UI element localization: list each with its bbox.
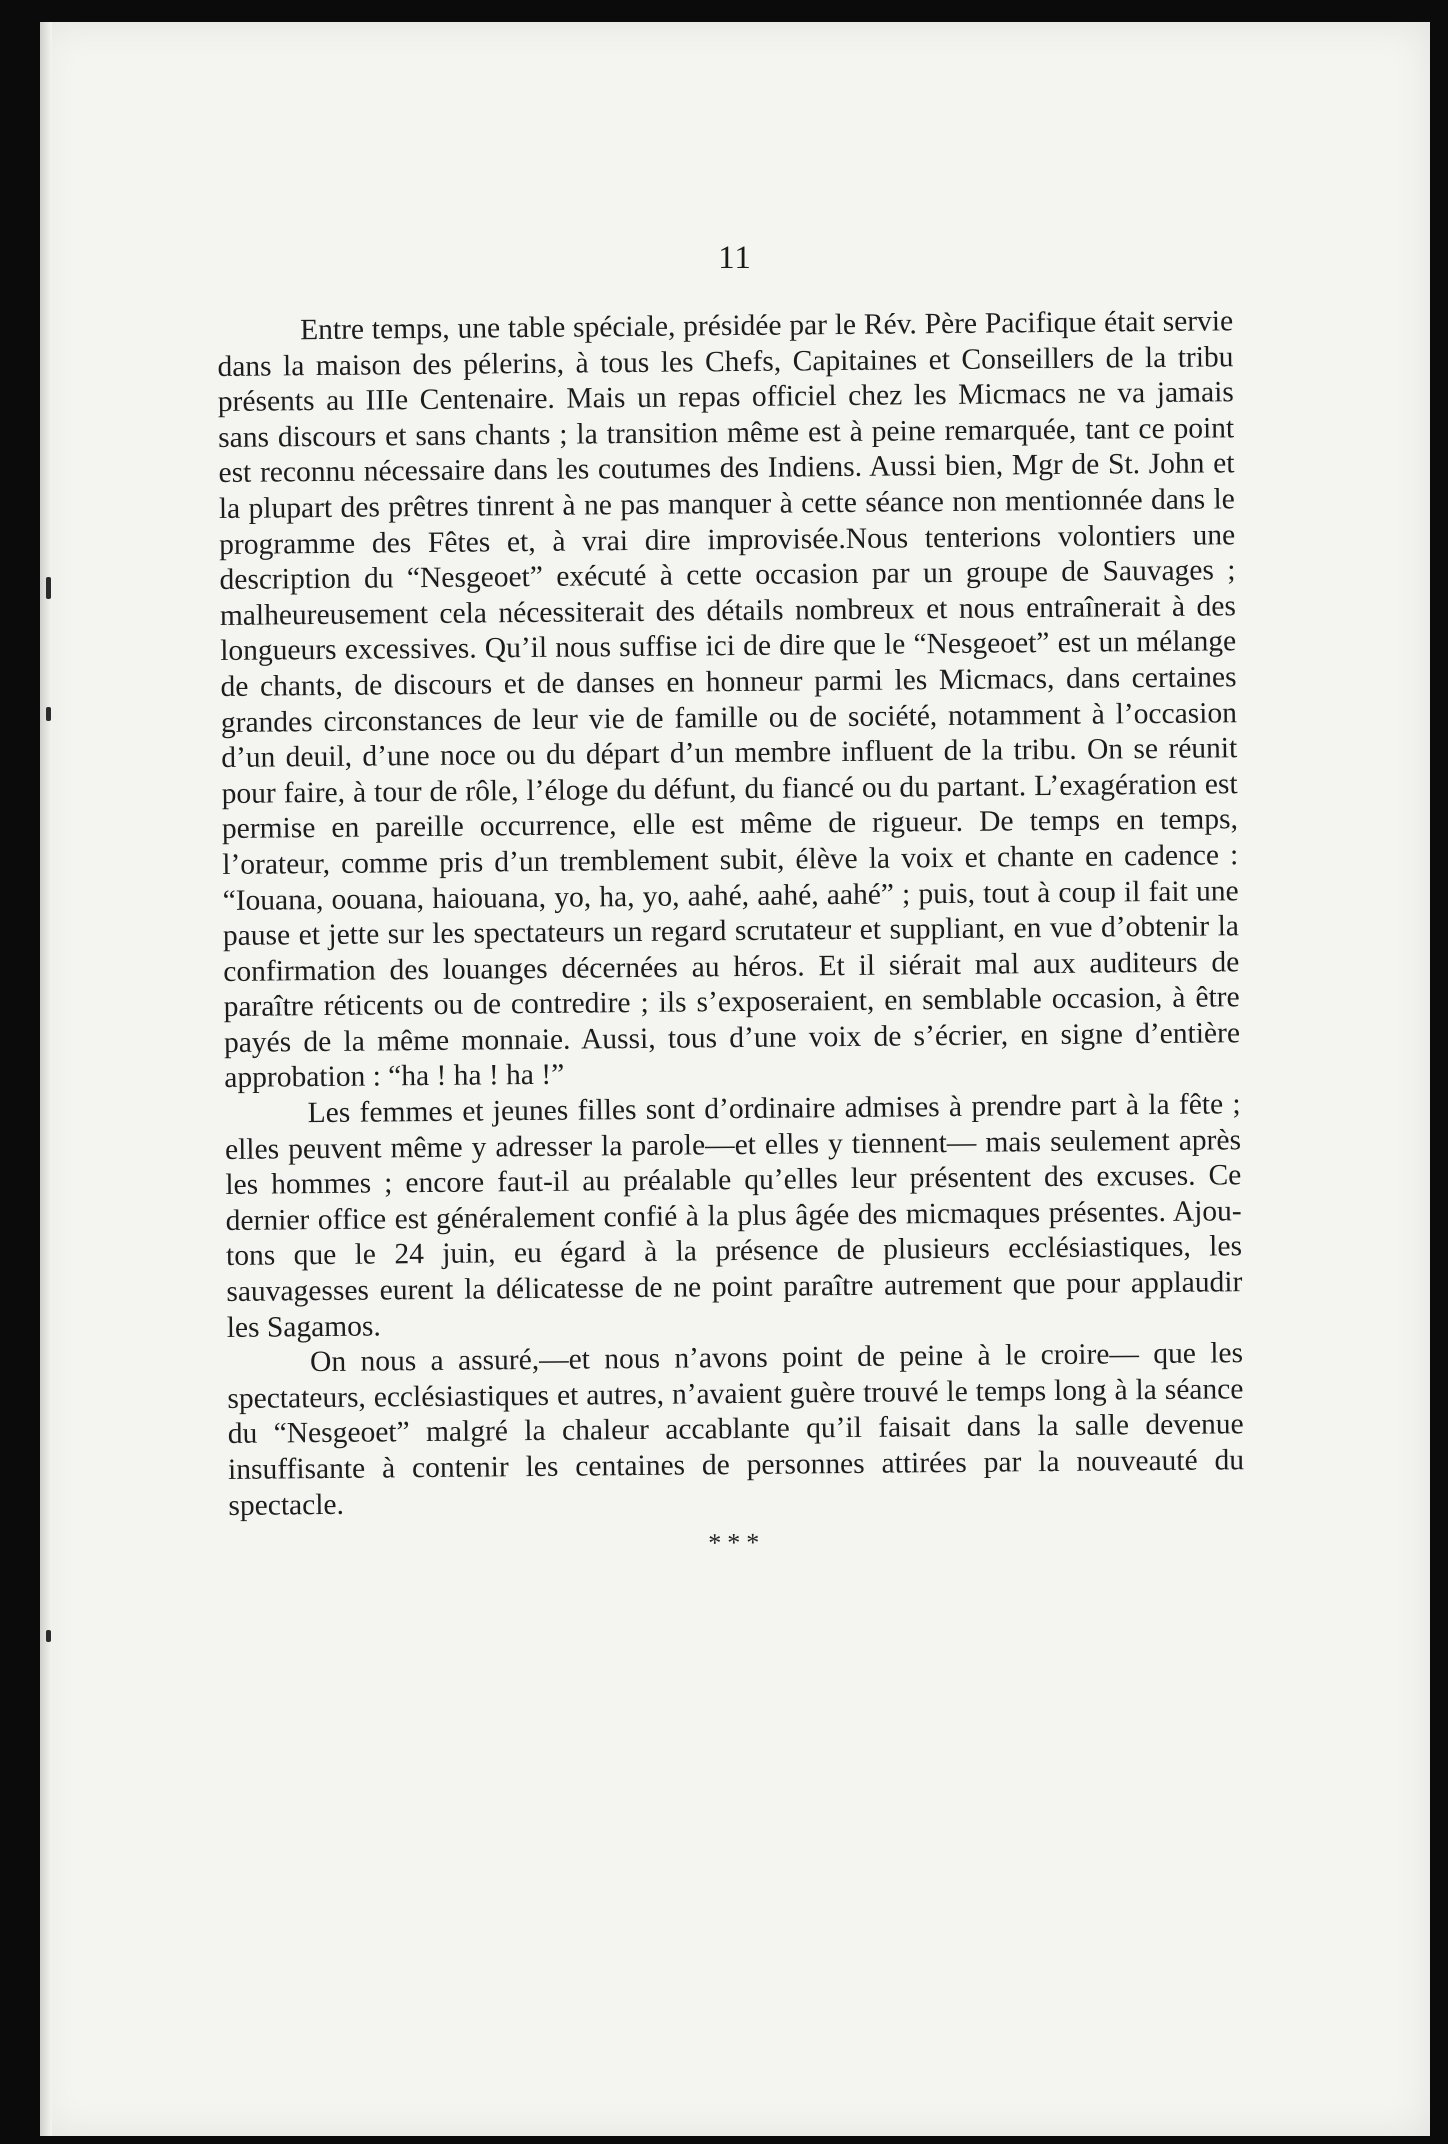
page-binding-edge bbox=[40, 22, 52, 2136]
margin-speck bbox=[46, 707, 51, 721]
page-body bbox=[217, 304, 1245, 1565]
margin-speck bbox=[46, 1630, 51, 1642]
paragraph: Les femmes et jeunes filles sont d’ordinaire admises à prendre part à la fête ; elles peuvent même y adresser la parole—et elles y tiennent— mais seulement après les hommes ; encore faut-il au préalable qu’elles leur présentent des excuses. Ce dernier office est généralement confié à la plus âgée des micmaques présentes. Ajoutons que le 24 juin, eu égard à la présence de plusieurs ecclésiastiques, les sauvagesses eurent la délicatesse de ne point paraître autrement que pour applaudir les Sagamos. bbox=[224, 1088, 1243, 1344]
margin-speck bbox=[46, 577, 51, 599]
book-page bbox=[40, 22, 1430, 2136]
paragraph: Entre temps, une table spéciale, présidée par le Rév. Père Pacifique était servie dans la maison des pélerins, à tous les Chefs, Capitaines et Conseillers de la tribu présents au IIIe Centenaire. Mais un repas officiel chez les Micmacs ne va jamais sans discours et sans chants ; la transition même est à peine remarquée, tant ce point est reconnu nécessaire dans les coutumes des Indiens. Aussi bien, Mgr de St. John et la plupart des prêtres tinrent à ne pas manquer à cette séance non mentionnée dans le programme des Fêtes et, à vrai dire improvisée.Nous tenterions volontiers une description du “Nesgeoet” exécuté à cette occasion par un groupe de Sauvages ; malheureusement cela nécessiterait des détails nombreux et nous entraînerait à des longueurs excessives. Qu’il nous suffise ici de dire que le “Nesgeoet” est un mélange de chants, de discours et de danses en honneur parmi les Micmacs, dans certaines grandes circonstances de leur vie de famille ou de société, notamment à l’occasion d’un deuil, d’une noce ou du départ d’un membre influent de la tribu. On se réunit pour faire, à tour de rôle, l’éloge du défunt, du fiancé ou du partant. L’exagération est permise en pareille occurrence, elle est même de rigueur. De temps en temps, l’orateur, comme pris d’un tremblement subit, élève la voix et chante en cadence : “Iouana, oouana, haiouana, yo, ha, yo, aahé, aahé, aahé” ; puis, tout à coup il fait une pause et jette sur les spectateurs un regard scrutateur et suppliant, en vue d’obtenir la confirmation des louanges décernées au héros. Et il siérait mal aux auditeurs de paraître réticents ou de contredire ; ils s’exposeraient, en semblable occasion, à être payés de la même monnaie. Aussi, tous d’une voix de s’écrier, en signe d’entière approbation : “ha ! ha ! ha !” bbox=[217, 305, 1241, 1095]
page-number: 11 bbox=[718, 240, 752, 276]
section-separator: *** bbox=[708, 1527, 766, 1558]
paragraph: On nous a assuré,—et nous n’avons point de peine à le croire— que les spectateurs, ecclésiastiques et autres, n’avaient guère trouvé le temps long à la séance du “Nesgeoet” malgré la chaleur accablante qu’il faisait dans la salle devenue insuffisante à contenir les centaines de personnes attirées par la nouveauté du spectacle. bbox=[227, 1337, 1245, 1522]
